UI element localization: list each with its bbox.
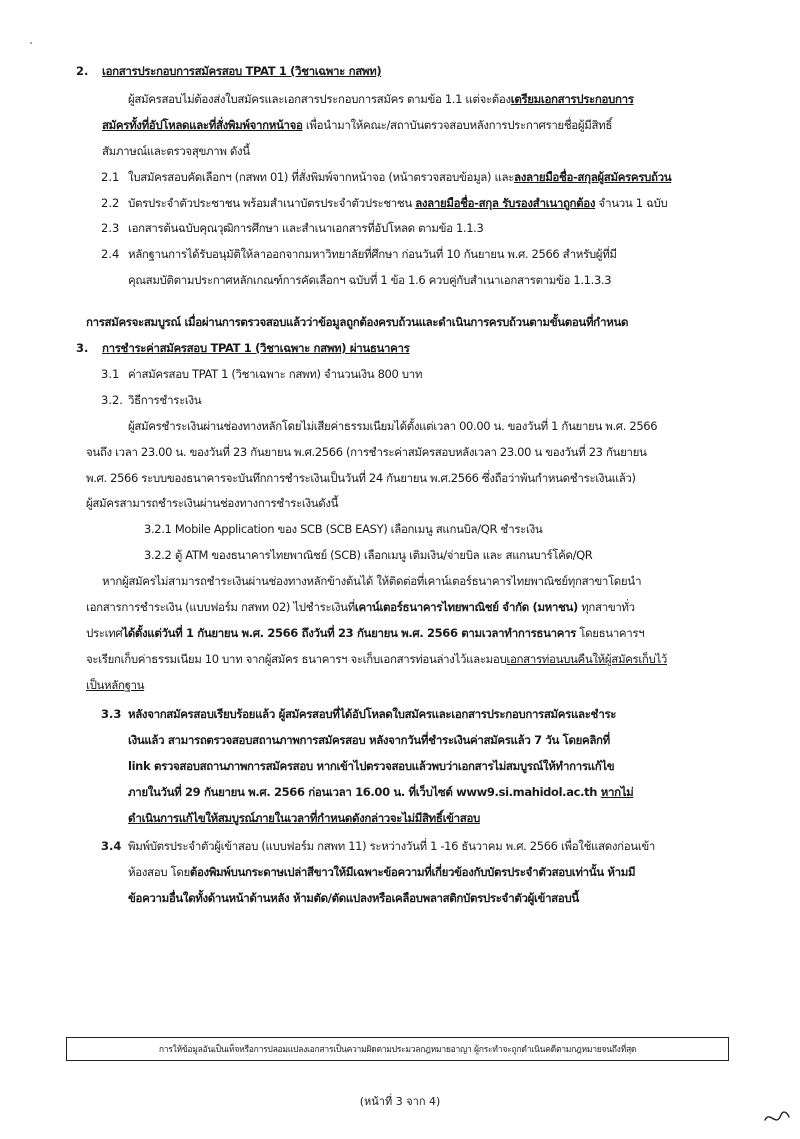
legal-warning-text: การให้ข้อมูลอันเป็นเท็จหรือการปลอมแปลงเอกสารเป็นความผิดตามประมวลกฎหมายอาญา ผู้กระทำจะถูกดำเนินคดีตามกฎหมายจนถึงที่สุด	[158, 1045, 637, 1055]
item-2-3: เอกสารต้นฉบับคุณวุฒิการศึกษา และสำเนาเอกสารที่อัปโหลด ตามข้อ 1.1.3	[128, 221, 484, 235]
item-3-3-line-5: ดำเนินการแก้ไขให้สมบูรณ์ภายในเวลาที่กำหนดดังกล่าวจะไม่มีสิทธิ์เข้าสอบ	[128, 811, 480, 825]
item-3-4-line-1: พิมพ์บัตรประจำตัวผู้เข้าสอบ (แบบฟอร์ม กสพท 11) ระหว่างวันที่ 1 -16 ธันวาคม พ.ศ. 2566 เพื่อใช้แสดงก่อนเข้า	[128, 839, 656, 853]
section-2-paragraph-line-3: สัมภาษณ์และตรวจสุขภาพ ดังนี้	[102, 144, 250, 158]
payment-paragraph-line-2: จนถึง เวลา 23.00 น. ของวันที่ 23 กันยายน พ.ศ.2566 (การชำระค่าสมัครสอบหลังเวลา 23.00 น ของวันที่ 23 กันยายน	[86, 445, 647, 459]
alt-payment-line-2	[86, 599, 635, 615]
alt-payment-line-1: หากผู้สมัครไม่สามารถชำระเงินผ่านช่องทางหลักข้างต้นได้ ให้ติดต่อที่เคาน์เตอร์ธนาคารไทยพาณิชย์ทุกสาขาโดยนำ	[102, 574, 642, 588]
alt-payment-line-5: เป็นหลักฐาน	[86, 678, 145, 692]
emphasis: เตรียมเอกสารประกอบการ	[510, 92, 634, 106]
text: เอกสารการชำระเงิน (แบบฟอร์ม กสพท 02) ไปชำระเงินที่	[86, 600, 355, 614]
item-3-1-number: 3.1	[101, 367, 120, 381]
item-2-2	[128, 195, 667, 211]
scan-speck	[30, 42, 32, 44]
item-2-1-number: 2.1	[101, 170, 120, 184]
item-3-1: ค่าสมัครสอบ TPAT 1 (วิชาเฉพาะ กสพท) จำนวนเงิน 800 บาท	[128, 367, 423, 381]
item-3-3-line-2: เงินแล้ว สามารถตรวจสอบสถานภาพการสมัครสอบ หลังจากวันที่ชำระเงินค่าสมัครแล้ว 7 วัน โดยคลิกที่	[128, 733, 610, 747]
text: เพื่อนำมาให้คณะ/สถาบันตรวจสอบหลังการประกาศรายชื่อผู้มีสิทธิ์	[302, 118, 613, 132]
text: จะเรียกเก็บค่าธรรมเนียม 10 บาท จากผู้สมัคร ธนาคารฯ จะเก็บเอกสารท่อนล่างไว้และมอบ	[86, 652, 507, 666]
item-2-4-line-1: หลักฐานการได้รับอนุมัติให้ลาออกจากมหาวิทยาลัยที่ศึกษา ก่อนวันที่ 10 กันยายน พ.ศ. 2566 สำหรับผู้ที่มี	[128, 247, 617, 261]
emphasis: ได้ตั้งแต่วันที่ 1 กันยายน พ.ศ. 2566 ถึงวันที่ 23 กันยายน พ.ศ. 2566 ตามเวลาทำการธนาคาร	[122, 626, 576, 640]
text: ประเทศ	[86, 626, 123, 640]
text: ภายในวันที่ 29 กันยายน พ.ศ. 2566 ก่อนเวลา 16.00 น. ที่เว็บไซต์ www9.si.mahidol.ac.th	[128, 785, 601, 799]
item-3-2-1: 3.2.1 Mobile Application ของ SCB (SCB EASY) เลือกเมนู สแกนบิล/QR ชำระเงิน	[144, 522, 543, 536]
item-2-4-number: 2.4	[101, 247, 120, 261]
item-2-3-number: 2.3	[101, 221, 120, 235]
text: ห้องสอบ โดย	[128, 865, 190, 879]
emphasis: ลงลายมือชื่อ-สกุล รับรองสำเนาถูกต้อง	[415, 196, 596, 210]
emphasis: ลงลายมือชื่อ-สกุลผู้สมัครครบถ้วน	[514, 170, 672, 184]
text: ทุกสาขาทั่ว	[577, 600, 635, 614]
item-3-4-line-3: ข้อความอื่นใดทั้งด้านหน้าด้านหลัง ห้ามตัด/ตัดแปลงหรือเคลือบพลาสติกบัตรประจำตัวผู้เข้าสอบนี้	[128, 891, 579, 905]
item-3-4-number: 3.4	[101, 839, 122, 853]
page-number: (หน้าที่ 3 จาก 4)	[359, 1095, 441, 1108]
alt-payment-line-3	[86, 625, 644, 641]
text: จำนวน 1 ฉบับ	[595, 196, 668, 210]
item-3-3-number: 3.3	[101, 707, 122, 721]
payment-paragraph-line-3: พ.ศ. 2566 ระบบของธนาคารจะบันทึกการชำระเงินเป็นวันที่ 24 กันยายน พ.ศ.2566 ซึ่งถือว่าพ้นกำหนดชำระเงินแล้ว)	[86, 471, 636, 485]
emphasis: หากไม่	[600, 785, 634, 799]
item-2-2-number: 2.2	[101, 196, 120, 210]
section-3-heading: การชำระค่าสมัครสอบ TPAT 1 (วิชาเฉพาะ กสพท) ผ่านธนาคาร	[102, 341, 410, 355]
section-2-heading: เอกสารประกอบการสมัครสอบ TPAT 1 (วิชาเฉพาะ กสพท)	[102, 64, 382, 78]
emphasis: ต้องพิมพ์บนกระดาษเปล่าสีขาวให้มีเฉพาะข้อความที่เกี่ยวข้องกับบัตรประจำตัวสอบเท่านั้น ห้ามมี	[189, 865, 636, 879]
item-2-1	[128, 169, 671, 185]
text: ใบสมัครสอบคัดเลือกฯ (กสพท 01) ที่สั่งพิมพ์จากหน้าจอ (หน้าตรวจสอบข้อมูล) และ	[128, 170, 515, 184]
item-3-2: วิธีการชำระเงิน	[128, 393, 202, 407]
payment-paragraph-line-1: ผู้สมัครชำระเงินผ่านช่องทางหลักโดยไม่เสียค่าธรรมเนียมได้ตั้งแต่เวลา 00.00 น. ของวันที่ 1 กันยายน พ.ศ. 2566	[128, 419, 658, 433]
item-3-3-line-1: หลังจากสมัครสอบเรียบร้อยแล้ว ผู้สมัครสอบที่ได้อัปโหลดใบสมัครและเอกสารประกอบการสมัครและชำระ	[128, 707, 617, 721]
item-3-3-line-4	[128, 784, 633, 800]
handwritten-initial-mark	[762, 1106, 792, 1130]
item-2-4-line-2: คุณสมบัติตามประกาศหลักเกณฑ์การคัดเลือกฯ ฉบับที่ 1 ข้อ 1.6 ควบคู่กับสำเนาเอกสารตามข้อ 1.1.3.3	[128, 273, 612, 287]
item-3-2-number: 3.2.	[101, 393, 123, 407]
completion-note: การสมัครจะสมบูรณ์ เมื่อผ่านการตรวจสอบแล้วว่าข้อมูลถูกต้องครบถ้วนและดำเนินการครบถ้วนตามขั้นตอนที่กำหนด	[86, 315, 629, 329]
item-3-3-line-3: link ตรวจสอบสถานภาพการสมัครสอบ หากเข้าไปตรวจสอบแล้วพบว่าเอกสารไม่สมบูรณ์ให้ทำการแก้ไข	[128, 759, 615, 773]
item-3-2-2: 3.2.2 ตู้ ATM ของธนาคารไทยพาณิชย์ (SCB) เลือกเมนู เติมเงิน/จ่ายบิล และ สแกนบาร์โค้ด/QR	[144, 548, 593, 562]
emphasis: เอกสารท่อนบนคืนให้ผู้สมัครเก็บไว้	[506, 652, 668, 666]
text: บัตรประจำตัวประชาชน พร้อมสำเนาบัตรประจำตัวประชาชน	[128, 196, 416, 210]
text: ผู้สมัครสอบไม่ต้องส่งใบสมัครและเอกสารประกอบการสมัคร ตามข้อ 1.1 แต่จะต้อง	[128, 92, 511, 106]
section-2-number: 2.	[76, 64, 89, 78]
section-2-paragraph-line-1	[128, 91, 733, 107]
payment-paragraph-line-4: ผู้สมัครสามารถชำระเงินผ่านช่องทางการชำระเงินดังนี้	[86, 496, 339, 510]
alt-payment-line-4	[86, 651, 667, 667]
section-3-number: 3.	[76, 341, 89, 355]
emphasis: เคาน์เตอร์ธนาคารไทยพาณิชย์ จำกัด (มหาชน)	[354, 600, 578, 614]
emphasis: สมัครทั้งที่อัปโหลดและที่สั่งพิมพ์จากหน้าจอ	[102, 118, 303, 132]
text: โดยธนาคารฯ	[576, 626, 645, 640]
item-3-4-line-2	[128, 864, 635, 880]
section-2-paragraph-line-2	[102, 117, 612, 133]
legal-warning-box	[66, 1037, 729, 1061]
